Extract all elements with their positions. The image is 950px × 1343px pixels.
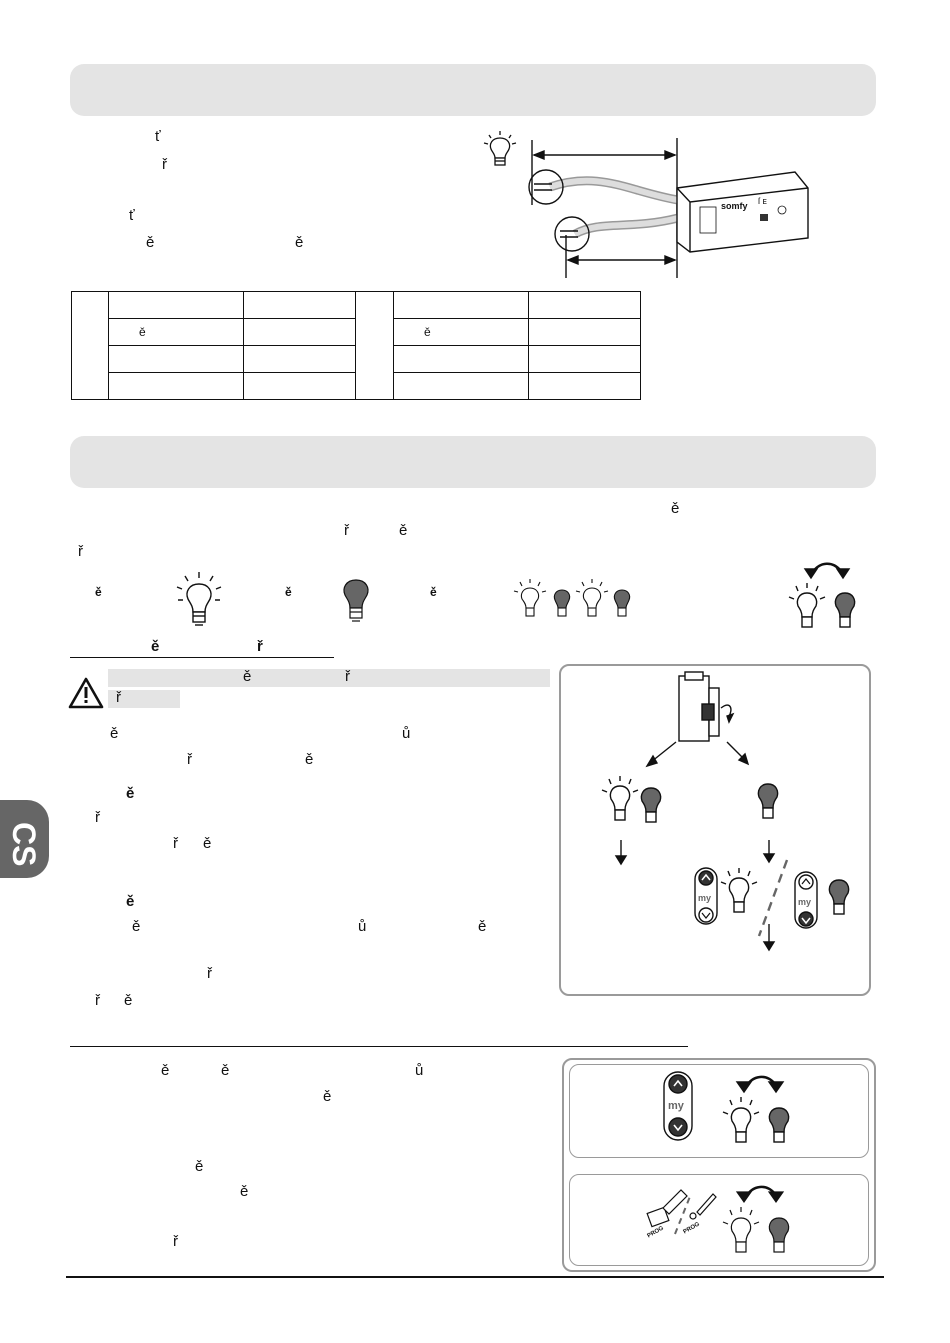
text-fragment: ř <box>344 522 349 539</box>
remote-my-label: my <box>698 893 712 903</box>
table-cell <box>394 346 529 373</box>
table-cell <box>529 346 641 373</box>
remote-my-label: my <box>668 1100 684 1112</box>
table-cell: ě <box>394 319 529 346</box>
text-fragment: ř <box>162 156 167 173</box>
text-fragment: ř <box>95 809 100 826</box>
warning-icon <box>68 677 104 709</box>
remote-my-label: my <box>798 897 812 907</box>
text-fragment: ť <box>155 128 161 145</box>
text-fragment: ě <box>161 1062 170 1079</box>
text-fragment: ě <box>478 918 487 935</box>
table-cell <box>244 346 356 373</box>
text-fragment: ě <box>240 1183 249 1200</box>
table-cell <box>109 373 244 400</box>
unlit-bulb-icon <box>336 578 376 628</box>
warning-fragment: ř <box>116 689 121 706</box>
spec-table <box>71 291 641 400</box>
lit-bulb-icon <box>172 570 226 630</box>
text-fragment: ě <box>146 234 155 251</box>
table-cell <box>529 292 641 319</box>
device-mark: ſ ᴇ <box>758 196 767 206</box>
text-fragment: ě <box>671 500 680 517</box>
text-fragment: ř <box>173 835 178 852</box>
table-cell <box>356 292 394 400</box>
subheading-fragment: ě <box>151 638 160 655</box>
device-brand: somfy <box>721 201 748 211</box>
table-cell <box>244 319 356 346</box>
text-fragment: ě <box>305 751 314 768</box>
legend-fragment: ě <box>285 585 292 599</box>
table-cell: ě <box>109 319 244 346</box>
table-cell <box>244 292 356 319</box>
text-fragment: ě <box>110 725 119 742</box>
footer-rule <box>66 1276 884 1278</box>
text-fragment: ř <box>207 965 212 982</box>
section-2-header <box>70 436 876 488</box>
blinking-bulbs-icon <box>512 578 637 630</box>
table-cell <box>244 373 356 400</box>
prog-label: PROG <box>682 1221 701 1236</box>
text-fragment: ř <box>173 1233 178 1250</box>
table-row <box>72 292 641 319</box>
warning-fragment: ě <box>243 668 252 685</box>
text-fragment: ů <box>415 1062 424 1079</box>
table-cell <box>529 319 641 346</box>
text-fragment: ě <box>126 893 135 910</box>
language-tab <box>0 800 49 878</box>
text-fragment: ů <box>402 725 411 742</box>
text-fragment: ě <box>132 918 141 935</box>
text-fragment: ě <box>399 522 408 539</box>
receiver-device-drawing <box>520 130 820 280</box>
section-underline <box>70 1046 688 1047</box>
table-cell <box>394 292 529 319</box>
language-tab-label: CS <box>6 822 42 867</box>
legend-fragment: ě <box>430 585 437 599</box>
text-fragment: ě <box>323 1088 332 1105</box>
text-fragment: ě <box>295 234 304 251</box>
legend-fragment: ě <box>95 585 102 599</box>
table-cell <box>109 292 244 319</box>
table-cell <box>72 292 109 400</box>
text-fragment: ě <box>221 1062 230 1079</box>
text-fragment: ě <box>126 785 135 802</box>
prog-label: PROG <box>646 1225 665 1240</box>
text-fragment: ě <box>203 835 212 852</box>
warning-fragment: ř <box>345 668 350 685</box>
text-fragment: ě <box>195 1158 204 1175</box>
text-fragment: ř <box>78 543 83 560</box>
table-cell <box>529 373 641 400</box>
subheading-fragment: ř <box>257 638 263 655</box>
text-fragment: ř <box>187 751 192 768</box>
table-cell <box>109 346 244 373</box>
toggle-bulbs-icon <box>785 555 865 635</box>
text-fragment: ř <box>95 992 100 1009</box>
text-fragment: ť <box>129 207 135 224</box>
section-1-header <box>70 64 876 116</box>
warning-bar <box>108 669 550 687</box>
text-fragment: ů <box>358 918 367 935</box>
power-on-flow-diagram <box>559 664 871 996</box>
prog-toggle-illustration <box>569 1174 869 1266</box>
lit-bulb-icon <box>482 130 518 170</box>
text-fragment: ě <box>124 992 133 1009</box>
table-cell <box>394 373 529 400</box>
subheading-underline <box>70 657 334 658</box>
remote-toggle-illustration <box>569 1064 869 1158</box>
